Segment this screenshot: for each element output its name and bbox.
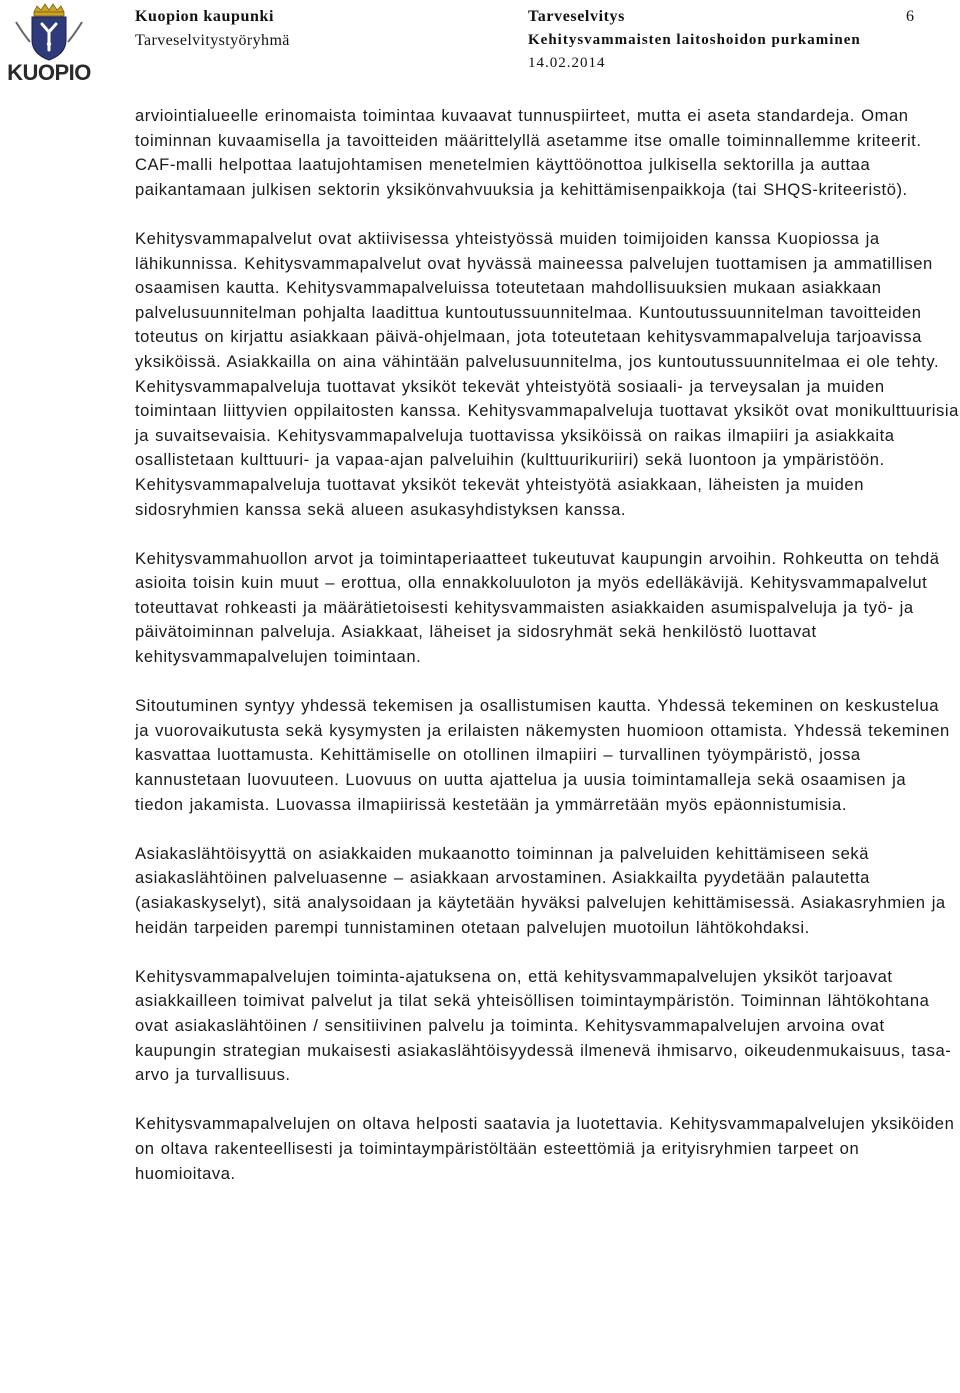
doc-date: 14.02.2014 <box>528 55 606 71</box>
paragraph: Kehitysvammahuollon arvot ja toimintaperiaatteet tukeutuvat kaupungin arvoihin. Rohkeutta on tehdä asioita toisin kuin muut – erottua, olla ennakkoluuloton ja myös edelläkävijä. Kehitysvammapalvelut toteuttavat rohkeasti ja määrätietoisesti kehitysvammaisten asiakkaiden asumispalveluja ja työ- ja päivätoiminnan palveluja. Asiakkaat, läheiset ja sidosryhmät sekä henkilöstö luottavat kehitysvammapalvelujen toimintaan. <box>135 548 940 667</box>
group-name: Tarveselvitystyöryhmä <box>135 32 290 49</box>
org-name: Kuopion kaupunki <box>135 8 275 25</box>
doc-type: Tarveselvitys <box>528 8 625 25</box>
coat-of-arms-icon <box>4 2 94 62</box>
doc-subject: Kehitysvammaisten laitoshoidon purkaminen <box>528 32 861 48</box>
document-body <box>135 104 959 1186</box>
logo-wordmark: KUOPIO <box>7 60 91 85</box>
paragraph: Kehitysvammapalvelujen toiminta-ajatuksena on, että kehitysvammapalvelujen yksiköt tarjoavat asiakkailleen toimivat palvelut ja tilat sekä yhteisöllisen toimintaympäristön. Toiminnan lähtökohtana ovat asiakaslähtöinen / sensitiivinen palvelu ja toiminta. Kehitysvammapalvelujen arvoina ovat kaupungin strategian mukaisesti asiakaslähtöisyydessä ilmenevä ihmisarvo, oikeudenmukaisuus, tasa-arvo ja turvallisuus. <box>135 966 952 1085</box>
paragraph: Asiakaslähtöisyyttä on asiakkaiden mukaanotto toiminnan ja palveluiden kehittämiseen sekä asiakaslähtöinen palveluasenne – asiakkaan arvostaminen. Asiakkailta pyydetään palautetta (asiakaskyselyt), sitä analysoidaan ja käytetään hyväksi palvelujen kehittämisessä. Asiakasryhmien ja heidän tarpeiden parempi tunnistaminen otetaan palvelujen muotoilun lähtökohdaksi. <box>135 843 946 937</box>
paragraph: Kehitysvammapalvelujen on oltava helposti saatavia ja luotettavia. Kehitysvammapalvelujen yksiköiden on oltava rakenteellisesti ja toimintaympäristöltään esteettömiä ja erityisryhmien tarpeet on huomioitava. <box>135 1114 955 1183</box>
paragraph: Sitoutuminen syntyy yhdessä tekemisen ja osallistumisen kautta. Yhdessä tekeminen on keskustelua ja vuorovaikutusta sekä kysymysten ja erilaisten näkemysten huomioon ottamista. Yhdessä tekeminen kasvattaa luottamusta. Kehittämiselle on otollinen ilmapiiri – turvallinen työympäristö, jossa kannustetaan luovuuteen. Luovuus on uutta ajattelua ja uusia toimintamalleja sekä osaamisen ja tiedon jakamista. Luovassa ilmapiirissä kestetään ja ymmärretään myös epäonnistumisia. <box>135 696 950 814</box>
paragraph: arviointialueelle erinomaista toimintaa kuvaavat tunnuspiirteet, mutta ei aseta standardeja. Oman toiminnan kuvaamisella ja tavoitteiden määrittelyllä asetamme itse omalle toiminnallemme kriteerit. CAF-malli helpottaa laatujohtamisen menetelmien käyttöönottoa julkisella sektorilla ja auttaa paikantamaan julkisen sektorin yksikönvahvuuksia ja kehittämisenpaikkoja (tai SHQS-kriteeristö). <box>135 106 922 199</box>
page-number: 6 <box>906 8 914 25</box>
kuopio-logo <box>4 2 94 94</box>
paragraph: Kehitysvammapalvelut ovat aktiivisessa yhteistyössä muiden toimijoiden kanssa Kuopiossa ja lähikunnissa. Kehitysvammapalvelut ovat hyvässä maineessa palvelujen tuottamisen ja ammatillisen osaamisen kautta. Kehitysvammapalveluissa toteutetaan mahdollisuuksien mukaan asiakkaan palvelusuunnitelman pohjalta laadittua kuntoutussuunnitelmaa. Kuntoutussuunnitelman tavoitteiden toteutus on kirjattu asiakkaan päivä-ohjelmaan, jota toteutetaan kehitysvammapalveluja tarjoavissa yksiköissä. Asiakkailla on aina vähintään palvelusuunnitelma, jos kuntoutussuunnitelmaa ei ole tehty. Kehitysvammapalveluja tuottavat yksiköt tekevät yhteistyötä sosiaali- ja terveysalan ja muiden toimintaan liittyvien oppilaitosten kanssa. Kehitysvammapalveluja tuottavat yksiköt ovat monikulttuurisia ja suvaitsevaisia. Kehitysvammapalveluja tuottavissa yksiköissä on raikas ilmapiiri ja asiakkaita osallistetaan kulttuuri- ja vapaa-ajan palveluihin (kulttuurikuriiri) sekä luontoon ja ympäristöön. Kehitysvammapalveluja tuottavat yksiköt tekevät yhteistyötä asiakkaan, läheisten ja muiden sidosryhmien kanssa sekä alueen asukasyhdistyksen kanssa. <box>135 228 959 519</box>
